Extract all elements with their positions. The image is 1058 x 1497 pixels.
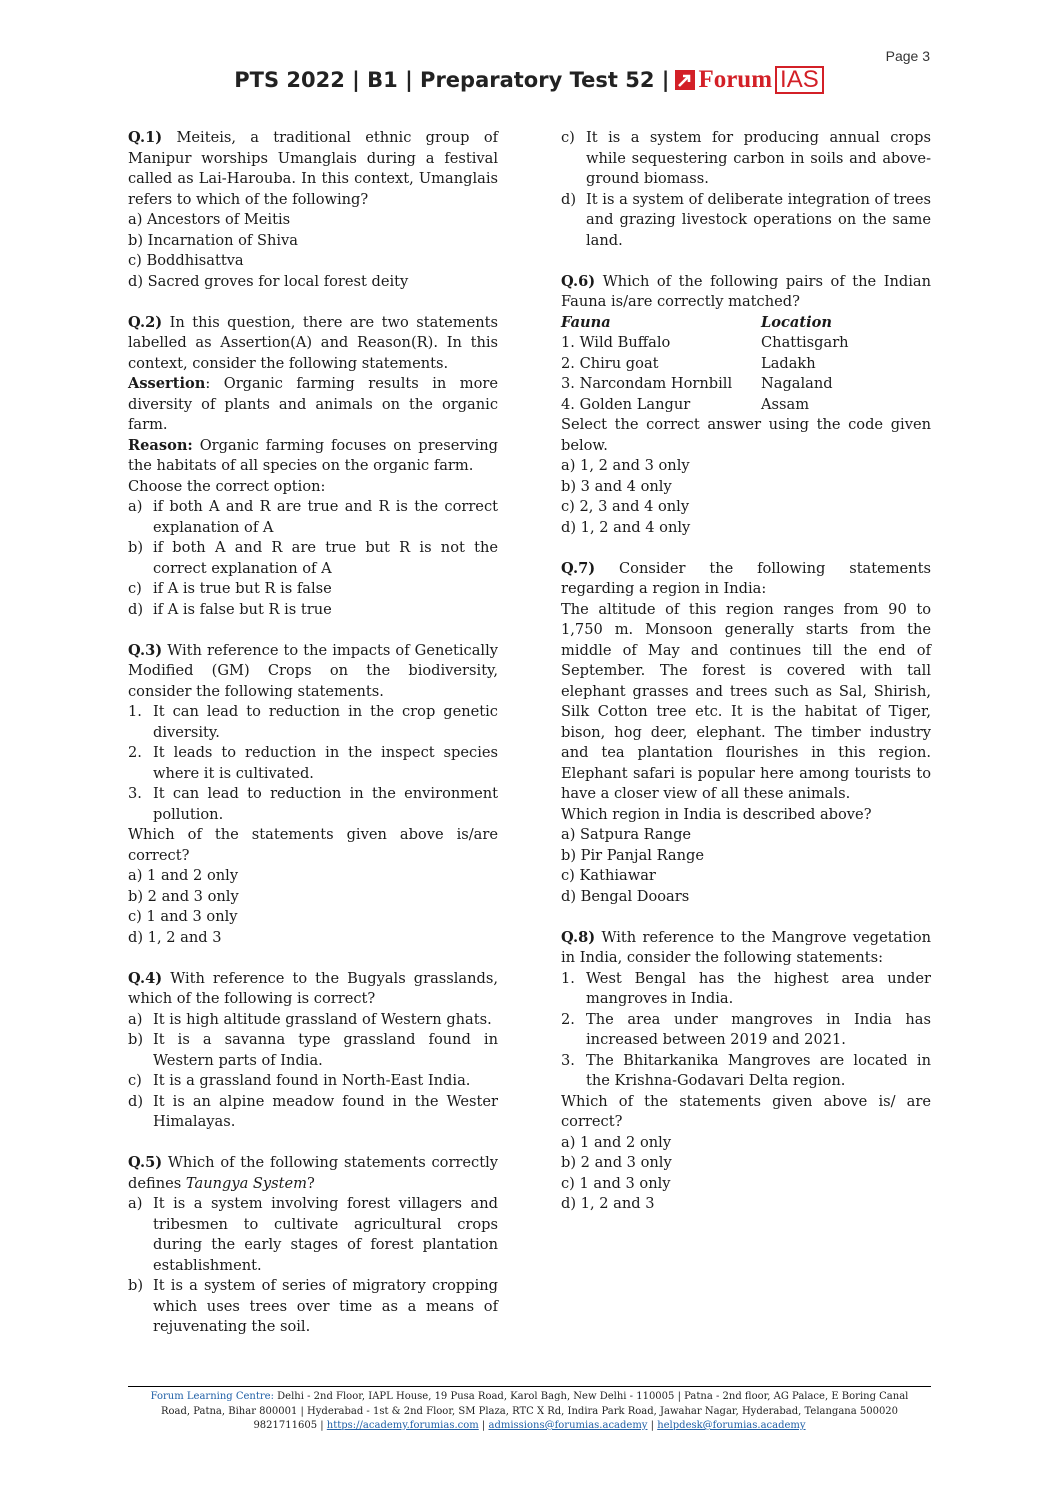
right-column <box>561 128 931 1235</box>
option: c) 2, 3 and 4 only <box>561 498 690 515</box>
table-header-row <box>561 313 849 334</box>
option: d) 1, 2 and 3 <box>128 928 222 946</box>
option-marker: b) <box>128 539 144 556</box>
option-text: It is a savanna type grassland found in Western parts of India. <box>153 1031 498 1069</box>
fauna-cell: 2. Chiru goat <box>561 354 659 372</box>
option-marker: c) <box>128 1072 142 1089</box>
statement-marker: 2. <box>561 1010 575 1028</box>
fauna-cell: 1. Wild Buffalo <box>561 334 671 351</box>
question-stem-italic: Taungya System <box>185 1174 307 1192</box>
option-marker: a) <box>128 1195 143 1212</box>
question-number: Q.5) <box>128 1154 163 1171</box>
option: d) Sacred groves for local forest deity <box>128 272 409 290</box>
option-marker: a) <box>128 498 143 515</box>
page-number: Page 3 <box>885 48 930 64</box>
question-text <box>128 641 498 703</box>
statement <box>128 743 498 784</box>
option: b) Incarnation of Shiva <box>128 231 298 249</box>
option <box>128 1276 498 1338</box>
reason-text: Organic farming focuses on preserving the habitats of all species on the organic farm. <box>128 436 498 474</box>
option-text: It is an alpine meadow found in the Wester Himalayas. <box>153 1092 498 1130</box>
question-6 <box>561 272 931 539</box>
question-prompt: Which of the statements given above is/are correct? <box>128 826 498 864</box>
location-cell: Nagaland <box>761 375 833 392</box>
footer-phone: 9821711605 | <box>253 1420 327 1431</box>
statement <box>128 702 498 743</box>
option-marker: b) <box>128 1277 144 1294</box>
question-5-continued <box>561 128 931 251</box>
table-row <box>561 333 849 354</box>
option <box>561 190 931 252</box>
question-1 <box>128 128 498 292</box>
option-marker: c) <box>128 580 142 597</box>
location-cell: Assam <box>761 395 810 413</box>
option: a) 1 and 2 only <box>128 867 239 884</box>
question-number: Q.3) <box>128 641 163 659</box>
assertion-text: : Organic farming results in more diversity of plants and animals on the organic farm. <box>128 375 498 433</box>
question-number: Q.4) <box>128 969 163 987</box>
option-text: if both A and R are true and R is the correct explanation of A <box>153 498 498 536</box>
statement-text: The area under mangroves in India has increased between 2019 and 2021. <box>586 1010 931 1048</box>
logo-word: Forum <box>698 66 773 93</box>
option: d) 1, 2 and 3 <box>561 1195 655 1212</box>
statement-text: The Bhitarkanika Mangroves are located in the Krishna-Godavari Delta region. <box>586 1051 931 1089</box>
option-marker: c) <box>561 129 575 146</box>
option-text: It is high altitude grassland of Western ghats. <box>153 1010 492 1028</box>
footer-separator: | <box>647 1420 658 1431</box>
column-header-fauna: Fauna <box>561 313 611 331</box>
question-stem: Consider the following statements regarding a region in India: <box>561 559 931 597</box>
logo-box: IAS <box>775 66 824 94</box>
left-column <box>128 128 498 1338</box>
question-stem: With reference to the Mangrove vegetation in India, consider the following statements: <box>561 928 932 966</box>
question-text <box>128 313 498 375</box>
option: a) 1 and 2 only <box>561 1133 672 1151</box>
statement-text: It can lead to reduction in the environment pollution. <box>153 785 498 823</box>
option: c) Boddhisattva <box>128 252 244 269</box>
assertion <box>128 374 498 436</box>
footer-address-line-1 <box>128 1390 931 1405</box>
question-stem: Meiteis, a traditional ethnic group of Manipur worships Umanglais during a festival called as Lai-Harouba. In this context, Umanglais refers to which of the following? <box>128 129 499 208</box>
option-text: It is a grassland found in North-East India. <box>153 1072 471 1089</box>
statement-text: It leads to reduction in the inspect species where it is cultivated. <box>153 744 498 782</box>
question-prompt: Choose the correct option: <box>128 477 326 495</box>
option: a) 1, 2 and 3 only <box>561 457 690 474</box>
statement-text: It can lead to reduction in the crop genetic diversity. <box>153 703 498 741</box>
question-text <box>561 928 931 969</box>
option <box>561 128 931 190</box>
option: c) 1 and 3 only <box>128 908 238 925</box>
option-marker: b) <box>128 1031 144 1048</box>
option <box>128 1030 498 1071</box>
website-link[interactable]: https://academy.forumias.com <box>326 1420 479 1431</box>
question-7 <box>561 559 931 908</box>
option <box>128 1194 498 1276</box>
question-number: Q.2) <box>128 313 163 331</box>
option-text: It is a system of series of migratory cropping which uses trees over time as a means of rejuvenating the soil. <box>153 1277 498 1335</box>
statement-marker: 3. <box>561 1051 575 1069</box>
question-2 <box>128 313 498 621</box>
question-8 <box>561 928 931 1215</box>
question-4 <box>128 969 498 1133</box>
forumias-logo <box>675 66 823 94</box>
question-stem: With reference to the Bugyals grasslands, which of the following is correct? <box>128 969 498 1007</box>
table-row <box>561 374 849 395</box>
helpdesk-email-link[interactable]: helpdesk@forumias.academy <box>657 1420 806 1431</box>
question-stem: Which of the following statements correctly defines <box>128 1154 498 1192</box>
option: c) 1 and 3 only <box>561 1174 671 1192</box>
question-stem: In this question, there are two statements labelled as Assertion(A) and Reason(R). In this context, consider the following statements. <box>128 313 498 372</box>
option: c) Kathiawar <box>561 867 656 884</box>
option: a) Satpura Range <box>561 826 692 843</box>
statement-marker: 3. <box>128 785 142 802</box>
location-cell: Chattisgarh <box>761 334 849 351</box>
option-marker: d) <box>128 600 144 618</box>
location-cell: Ladakh <box>761 354 816 372</box>
footer-separator: | <box>478 1420 489 1431</box>
footer-brand: Forum Learning Centre: <box>150 1391 274 1402</box>
question-number: Q.1) <box>128 129 163 146</box>
page-footer <box>128 1386 931 1434</box>
statement <box>561 969 931 1010</box>
footer-address-line-2: Road, Patna, Bihar 800001 | Hyderabad - 1st & 2nd Floor, SM Plaza, RTC X Rd, Indira Park Road, Jawahar Nagar, Hyderabad, Telangana 500020 <box>160 1405 899 1417</box>
question-prompt: Select the correct answer using the code given below. <box>561 416 931 454</box>
option: b) Pir Panjal Range <box>561 846 704 864</box>
option <box>128 1092 498 1133</box>
option <box>128 538 498 579</box>
arrow-logo-icon <box>675 70 695 90</box>
reason <box>128 436 498 477</box>
admissions-email-link[interactable]: admissions@forumias.academy <box>488 1420 648 1431</box>
option-text: if A is false but R is true <box>153 600 332 618</box>
fauna-cell: 3. Narcondam Hornbill <box>561 375 733 392</box>
question-text <box>128 969 498 1010</box>
question-text <box>561 559 931 600</box>
question-text <box>561 272 931 313</box>
question-prompt: Which region in India is described above? <box>561 805 872 823</box>
option <box>128 579 498 600</box>
statement-marker: 1. <box>561 969 575 987</box>
reason-label: Reason: <box>128 436 193 454</box>
page-title: PTS 2022 | B1 | Preparatory Test 52 | <box>234 68 670 92</box>
option: b) 3 and 4 only <box>561 477 672 495</box>
option-marker: a) <box>128 1010 143 1028</box>
question-prompt: Which of the statements given above is/ are correct? <box>561 1092 931 1130</box>
statement <box>561 1051 931 1092</box>
option: b) 2 and 3 only <box>128 887 239 905</box>
statement-marker: 1. <box>128 703 142 720</box>
statement <box>128 784 498 825</box>
question-stem-end: ? <box>307 1174 315 1192</box>
question-number: Q.7) <box>561 559 596 577</box>
option <box>128 497 498 538</box>
column-header-location: Location <box>761 313 832 331</box>
question-text <box>128 1153 498 1194</box>
statement <box>561 1010 931 1051</box>
question-3 <box>128 641 498 949</box>
page-header <box>0 66 1058 94</box>
assertion-label: Assertion <box>128 375 206 392</box>
statement-text: West Bengal has the highest area under mangroves in India. <box>586 969 931 1007</box>
option <box>128 600 498 621</box>
question-stem: Which of the following pairs of the Indian Fauna is/are correctly matched? <box>561 272 932 310</box>
table-row <box>561 354 849 375</box>
option: d) 1, 2 and 4 only <box>561 518 691 536</box>
option-text: if both A and R are true but R is not the correct explanation of A <box>153 539 498 577</box>
question-text <box>128 128 498 210</box>
fauna-cell: 4. Golden Langur <box>561 395 691 413</box>
question-passage: The altitude of this region ranges from 90 to 1,750 m. Monsoon generally starts from the middle of May and continues till the end of September. The forest is covered with tall elephant grasses and trees such as Sal, Shirish, Silk Cotton tree etc. It is the habitat of Tiger, bison, hog deer, elephant. The timber industry and tea plantation flourishes in this region. Elephant safari is popular here among tourists to have a closer view of all these animals. <box>561 600 931 802</box>
option-marker: d) <box>561 190 577 208</box>
option: b) 2 and 3 only <box>561 1154 672 1171</box>
statement-marker: 2. <box>128 744 142 761</box>
question-stem: With reference to the impacts of Genetically Modified (GM) Crops on the biodiversity, consider the following statements. <box>128 641 498 700</box>
fauna-table <box>561 313 849 416</box>
question-number: Q.6) <box>561 272 596 290</box>
footer-address: Delhi - 2nd Floor, IAPL House, 19 Pusa Road, Karol Bagh, New Delhi - 110005 | Patna - 2nd floor, AG Palace, E Boring Canal <box>273 1391 909 1402</box>
table-row <box>561 395 849 416</box>
option: a) Ancestors of Meitis <box>128 211 291 228</box>
option-marker: d) <box>128 1092 144 1110</box>
option: d) Bengal Dooars <box>561 887 690 905</box>
option <box>128 1071 498 1092</box>
option-text: It is a system for producing annual crops while sequestering carbon in soils and above-ground biomass. <box>586 129 931 187</box>
footer-contact-line <box>128 1419 931 1434</box>
question-5 <box>128 1153 498 1338</box>
option-text: It is a system involving forest villagers and tribesmen to cultivate agricultural crops during the early stages of forest plantation establishment. <box>153 1195 498 1274</box>
option-text: if A is true but R is false <box>153 580 332 597</box>
question-number: Q.8) <box>561 928 596 946</box>
option-text: It is a system of deliberate integration of trees and grazing livestock operations on the same land. <box>586 190 931 249</box>
option <box>128 1010 498 1031</box>
